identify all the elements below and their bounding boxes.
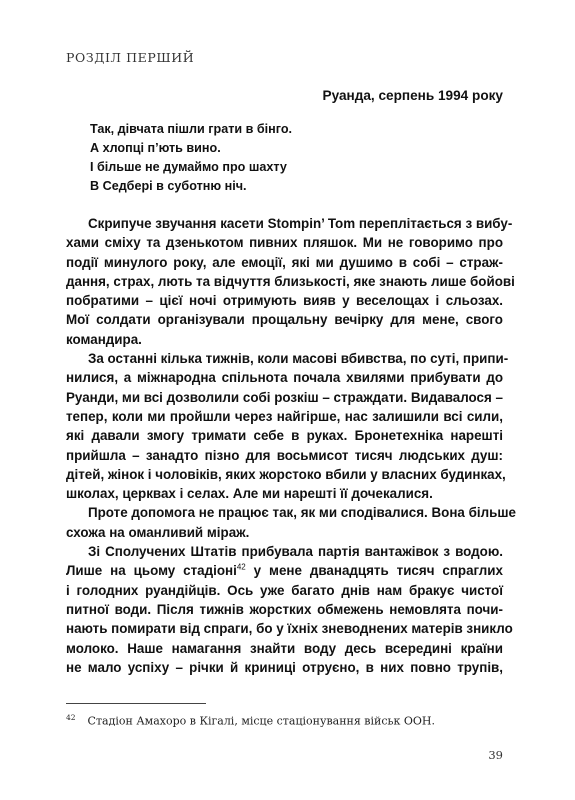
paragraph — [66, 349, 509, 503]
paragraph — [66, 503, 516, 542]
text-line: питної води. Після тижнів жорстких обмежень немовлята почи- — [66, 601, 503, 617]
running-header-chapter: РОЗДІЛ ПЕРШИЙ — [66, 50, 195, 65]
text-fragment: у мене дванадцять тисяч спраглих — [245, 563, 503, 579]
text-line: школах, церквах і селах. Але ми нарешті її дочекалися. — [66, 486, 433, 502]
footnote-number: 42 — [66, 713, 76, 722]
text-line: прийшла – занадто пізно для восьмисот тисяч людських душ: — [66, 447, 503, 463]
text-line: схожа на оманливий міраж. — [66, 524, 250, 540]
text-line: дітей, жінок і чоловіків, яких жорстоко вбили у власних будинках, — [66, 466, 506, 482]
paragraph — [66, 214, 515, 349]
text-line: дання, страх, лють та відчуття близькості, яке знають лише бойові — [66, 273, 515, 289]
verse-line: А хлопці п’ють вино. — [90, 141, 221, 155]
text-line: нилися, а міжнародна спільнота почала хвилями прибувати до — [66, 370, 503, 386]
epigraph-verse — [90, 120, 292, 196]
paragraph — [66, 542, 513, 677]
text-line: не мало успіху – річки й криниці отруєно, в них повно трупів, — [66, 659, 503, 675]
place-date-heading: Руанда, серпень 1994 року — [322, 88, 503, 103]
text-line: командира. — [66, 331, 142, 347]
text-line: нають помирати від спраги, бо у їхніх зневоднених матерів зникло — [66, 621, 513, 637]
text-line: і голодних руандійців. Ось уже багато днів нам бракує чистої — [66, 582, 503, 598]
footnote-text: Стадіон Амахоро в Кігалі, місце стаціонування військ ООН. — [87, 714, 435, 728]
text-line: тепер, коли ми пройшли через найгірше, нас залишили всі сили, — [66, 408, 503, 424]
text-line: Руанди, ми всі дозволили собі розкіш – страждати. Видавалося – — [66, 389, 503, 405]
footnote — [66, 713, 435, 728]
page-number: 39 — [488, 748, 503, 762]
body-text — [66, 214, 516, 677]
text-line: молоко. Наше намагання знайти воду десь всередині країни — [66, 640, 503, 656]
text-line: події минулого року, але емоції, які ми душимо в собі – страж- — [66, 254, 503, 270]
verse-line: І більше не думаймо про шахту — [90, 160, 287, 174]
footnote-separator — [66, 703, 206, 704]
footnote-reference[interactable]: 42 — [236, 562, 246, 572]
text-line: Зі Сполучених Штатів прибувала партія вантажівок з водою. — [88, 544, 503, 560]
text-line: хами сміху та дзенькотом пивних пляшок. Ми не говоримо про — [66, 235, 503, 251]
text-line: Скрипуче звучання касети Stompin’ Tom переплітається з вибу- — [88, 216, 513, 231]
text-line: які давали змогу тримати себе в руках. Бронетехніка нарешті — [66, 428, 503, 444]
verse-line: В Седбері в суботню ніч. — [90, 179, 247, 193]
text-fragment: Лише на цьому стадіоні — [66, 563, 237, 579]
text-line: За останні кілька тижнів, коли масові вбивства, по суті, припи- — [88, 351, 509, 367]
verse-line: Так, дівчата пішли грати в бінго. — [90, 122, 293, 136]
text-line-with-footnote-ref — [66, 561, 503, 580]
text-line: побратими – цієї ночі отримують вияв у веселощах і сльозах. — [66, 293, 503, 309]
text-line: Проте допомога не працює так, як ми сподівалися. Вона більше — [88, 505, 516, 521]
text-line: Мої солдати організували прощальну вечірку для мене, свого — [66, 312, 503, 328]
